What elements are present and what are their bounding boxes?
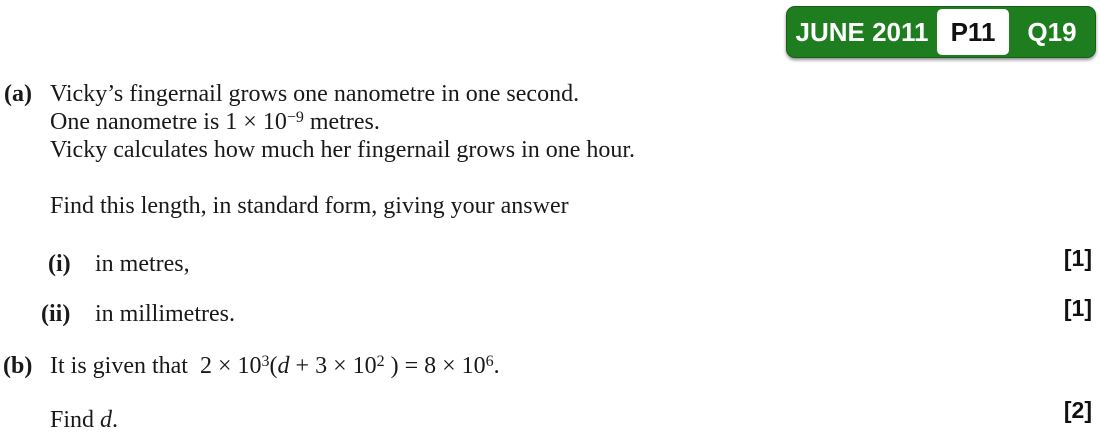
badge-session-label: JUNE 2011 [795, 16, 929, 47]
equation-variable-d: d [277, 353, 290, 379]
sub-ii-marks: [1] [1063, 295, 1092, 321]
equation-term: 2 × 10 [199, 353, 262, 379]
part-a-label: (a) [4, 81, 32, 107]
equation-term: . [493, 353, 500, 379]
part-a-text-block [50, 80, 635, 164]
find-length-instruction: Find this length, in standard form, giving your answer [50, 193, 569, 219]
part-b-intro: It is given that [50, 353, 188, 379]
badge-question-number: Q19 [1027, 16, 1077, 47]
equation-exponent: 3 [261, 353, 270, 370]
find-d-prefix: Find [50, 407, 101, 433]
equation-exponent: 2 [376, 353, 385, 370]
sub-ii-text: in millimetres. [95, 301, 235, 327]
sub-i-text: in metres, [95, 251, 190, 277]
equation-term: + 3 × 10 [289, 353, 377, 379]
badge-paper-label: P11 [937, 9, 1009, 55]
part-a-line2 [50, 108, 635, 136]
nanometre-exponent: −9 [286, 109, 304, 126]
part-b-marks: [2] [1063, 397, 1092, 423]
find-d-instruction [50, 406, 118, 433]
find-d-variable: d [100, 407, 113, 433]
sub-ii-label: (ii) [41, 301, 71, 327]
part-a-line3: Vicky calculates how much her fingernail grows in one hour. [50, 137, 636, 163]
part-b-label: (b) [3, 353, 33, 379]
equation-term: ( [269, 353, 278, 379]
find-d-suffix: . [112, 407, 119, 433]
nanometre-value-prefix: One nanometre is 1 × 10 [50, 109, 287, 135]
part-a-line1: Vicky’s fingernail grows one nanometre in one second. [50, 81, 580, 107]
sub-i-marks: [1] [1063, 245, 1092, 271]
part-b-equation-line [50, 352, 500, 380]
equation-term: ) = 8 × 10 [384, 353, 486, 379]
sub-i-label: (i) [48, 251, 71, 277]
equation-exponent: 6 [485, 353, 494, 370]
equation-gap [188, 353, 200, 379]
question-badge [786, 6, 1096, 58]
nanometre-value-suffix: metres. [303, 109, 380, 135]
